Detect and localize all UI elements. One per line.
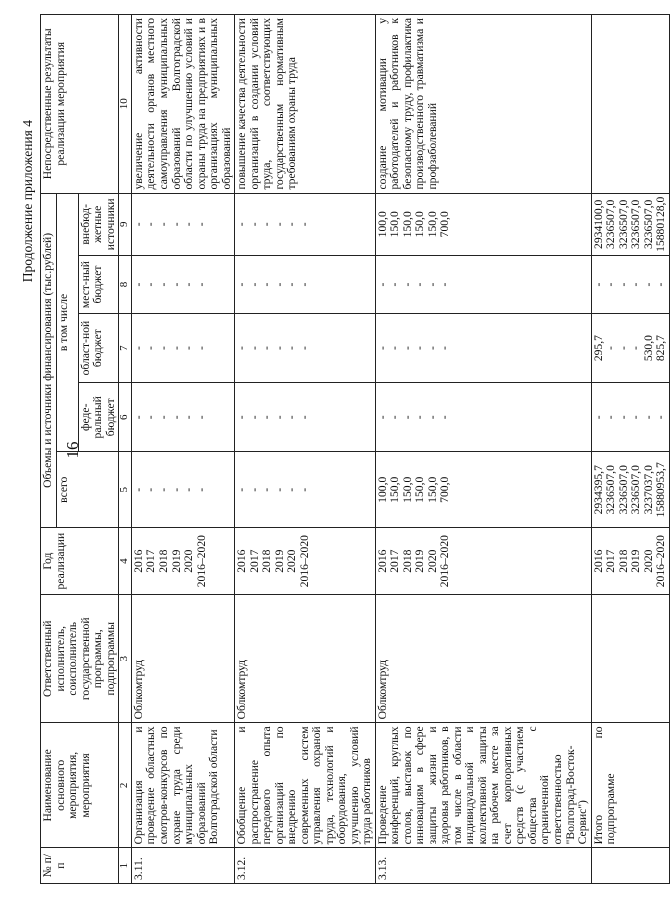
cell-local: - bbox=[425, 282, 439, 287]
cell-total: - bbox=[144, 487, 158, 492]
row-total bbox=[131, 452, 234, 528]
cell-extra: - bbox=[260, 222, 274, 227]
row-result bbox=[591, 15, 669, 194]
col-number: 5 bbox=[119, 452, 132, 528]
row-total bbox=[591, 452, 669, 528]
row-regional bbox=[131, 314, 234, 383]
cell-regional: - bbox=[388, 346, 402, 351]
cell-years: 2017 bbox=[604, 549, 618, 573]
cell-federal: - bbox=[297, 415, 311, 420]
cell-federal: - bbox=[438, 415, 452, 420]
row-extra bbox=[235, 193, 376, 255]
cell-years: 2018 bbox=[616, 549, 630, 573]
cell-local: - bbox=[247, 282, 261, 287]
cell-total: 150,0 bbox=[388, 476, 402, 503]
row-total bbox=[375, 452, 591, 528]
cell-years: 2019 bbox=[629, 549, 643, 573]
cell-years: 2017 bbox=[388, 549, 402, 573]
row-result: увеличение активности деятельности органов местного самоуправления муниципальных образований Волгоградской области по улучшению условий и охраны труда на предприятиях и в организациях муниципальных образований bbox=[131, 15, 234, 194]
cell-federal: - bbox=[400, 415, 414, 420]
cell-total: - bbox=[235, 487, 249, 492]
cell-extra: - bbox=[285, 222, 299, 227]
header-federal: феде-ральный бюджет bbox=[78, 383, 119, 452]
row-result: повышение качества деятельности организаций в создании условий труда, соответствующих государственным нормативным требованиям охраны труда bbox=[235, 15, 376, 194]
row-regional bbox=[235, 314, 376, 383]
cell-years: 2020 bbox=[182, 549, 196, 573]
row-federal bbox=[235, 383, 376, 452]
row-regional bbox=[591, 314, 669, 383]
row-name: Обобщение и распространение передового опыта организаций по внедрению современных систем управления охраной труда, технологий и оборудования, улучшению условий труда работников bbox=[235, 723, 376, 848]
cell-regional: - bbox=[131, 346, 145, 351]
cell-federal: - bbox=[260, 415, 274, 420]
cell-regional: - bbox=[235, 346, 249, 351]
cell-total: - bbox=[285, 487, 299, 492]
header-extra: внебюд-жетные источники bbox=[78, 193, 119, 255]
cell-local: - bbox=[297, 282, 311, 287]
row-number: 3.11. bbox=[131, 848, 234, 884]
cell-years: 2016 bbox=[131, 549, 145, 573]
page-number: 16 bbox=[63, 441, 82, 459]
header-total: всего bbox=[56, 452, 119, 528]
cell-total: 15880953,7 bbox=[654, 462, 668, 518]
cell-years: 2017 bbox=[247, 549, 261, 573]
cell-local: - bbox=[629, 282, 643, 287]
col-number: 8 bbox=[119, 256, 132, 314]
cell-total: - bbox=[194, 487, 208, 492]
cell-years: 2016–2020 bbox=[297, 535, 311, 588]
cell-local: - bbox=[169, 282, 183, 287]
table-row bbox=[235, 15, 376, 884]
row-local bbox=[375, 256, 591, 314]
cell-total: 100,0 bbox=[375, 476, 389, 503]
cell-federal: - bbox=[388, 415, 402, 420]
cell-total: 3236507,0 bbox=[616, 465, 630, 515]
col-number: 7 bbox=[119, 314, 132, 383]
cell-years: 2019 bbox=[272, 549, 286, 573]
cell-total: - bbox=[157, 487, 170, 492]
cell-federal: - bbox=[131, 415, 145, 420]
cell-local: - bbox=[604, 282, 618, 287]
cell-regional: - bbox=[400, 346, 414, 351]
cell-years: 2017 bbox=[144, 549, 158, 573]
cell-years: 2019 bbox=[169, 549, 183, 573]
header-funding: Объемы и источники финансирования (тыс.рублей) bbox=[41, 193, 57, 528]
row-extra bbox=[131, 193, 234, 255]
cell-extra: - bbox=[235, 222, 249, 227]
row-federal bbox=[131, 383, 234, 452]
cell-extra: 700,0 bbox=[438, 211, 452, 238]
cell-regional: - bbox=[272, 346, 286, 351]
cell-local: - bbox=[131, 282, 145, 287]
cell-federal: - bbox=[604, 415, 618, 420]
cell-regional: 295,7 bbox=[591, 335, 605, 362]
row-local bbox=[591, 256, 669, 314]
cell-regional: - bbox=[438, 346, 452, 351]
header-executor: Ответственный исполнитель, соисполнитель государственной программы, подпрограммы bbox=[41, 595, 119, 723]
cell-federal: - bbox=[654, 415, 668, 420]
row-total bbox=[235, 452, 376, 528]
row-local bbox=[235, 256, 376, 314]
cell-local: - bbox=[438, 282, 452, 287]
cell-local: - bbox=[616, 282, 630, 287]
cell-local: - bbox=[182, 282, 196, 287]
cell-regional: - bbox=[425, 346, 439, 351]
cell-total: - bbox=[182, 487, 196, 492]
row-executor: Облкомтруд bbox=[235, 595, 376, 723]
cell-federal: - bbox=[641, 415, 655, 420]
cell-regional: - bbox=[297, 346, 311, 351]
row-executor: Облкомтруд bbox=[375, 595, 591, 723]
cell-total: - bbox=[297, 487, 311, 492]
cell-extra: 3236507,0 bbox=[604, 199, 618, 249]
col-number: 4 bbox=[119, 528, 132, 595]
cell-total: 150,0 bbox=[400, 476, 414, 503]
cell-total: 3236507,0 bbox=[604, 465, 618, 515]
col-number: 9 bbox=[119, 193, 132, 255]
cell-years: 2016–2020 bbox=[194, 535, 208, 588]
cell-years: 2020 bbox=[641, 549, 655, 573]
cell-local: - bbox=[235, 282, 249, 287]
cell-extra: - bbox=[169, 222, 183, 227]
cell-local: - bbox=[285, 282, 299, 287]
cell-regional: - bbox=[144, 346, 158, 351]
cell-federal: - bbox=[169, 415, 183, 420]
cell-years: 2016 bbox=[375, 549, 389, 573]
cell-years: 2016–2020 bbox=[654, 535, 668, 588]
cell-local: - bbox=[375, 282, 389, 287]
row-local bbox=[131, 256, 234, 314]
header-regional: област-ной бюджет bbox=[78, 314, 119, 383]
cell-regional: - bbox=[604, 346, 618, 351]
cell-local: - bbox=[400, 282, 414, 287]
col-number: 2 bbox=[119, 723, 132, 848]
cell-total: - bbox=[247, 487, 261, 492]
table-row bbox=[375, 15, 591, 884]
table-row bbox=[591, 15, 669, 884]
cell-regional: - bbox=[616, 346, 630, 351]
cell-federal: - bbox=[194, 415, 208, 420]
cell-regional: - bbox=[375, 346, 389, 351]
row-name: Итого по подпрограмме bbox=[591, 723, 669, 848]
col-number: 10 bbox=[119, 15, 132, 194]
header-including: в том числе bbox=[56, 193, 78, 452]
header-result: Непосредственные результаты реализации мероприятия bbox=[41, 15, 119, 194]
cell-regional: - bbox=[260, 346, 274, 351]
cell-regional: 825,7 bbox=[654, 335, 668, 362]
cell-extra: 150,0 bbox=[413, 211, 427, 238]
cell-extra: - bbox=[247, 222, 261, 227]
cell-total: 2934395,7 bbox=[591, 465, 605, 515]
row-years bbox=[131, 528, 234, 595]
cell-years: 2020 bbox=[425, 549, 439, 573]
row-executor bbox=[591, 595, 669, 723]
cell-local: - bbox=[654, 282, 668, 287]
cell-extra: 150,0 bbox=[388, 211, 402, 238]
row-years bbox=[235, 528, 376, 595]
cell-extra: - bbox=[272, 222, 286, 227]
cell-local: - bbox=[144, 282, 158, 287]
cell-regional: - bbox=[169, 346, 183, 351]
cell-local: - bbox=[157, 282, 170, 287]
cell-years: 2019 bbox=[413, 549, 427, 573]
row-name: Организация и проведение областных смотров-конкурсов по охране труда среди муниципальных образований Волгоградской области bbox=[131, 723, 234, 848]
cell-years: 2020 bbox=[285, 549, 299, 573]
column-number-row bbox=[119, 15, 132, 884]
header-name: Наименование основного мероприятия, мероприятия bbox=[41, 723, 119, 848]
rotated-table-wrapper bbox=[40, 14, 668, 884]
cell-extra: - bbox=[194, 222, 208, 227]
row-number: 3.12. bbox=[235, 848, 376, 884]
row-extra bbox=[591, 193, 669, 255]
row-executor: Облкомтруд bbox=[131, 595, 234, 723]
row-years bbox=[591, 528, 669, 595]
cell-years: 2016 bbox=[591, 549, 605, 573]
cell-total: - bbox=[260, 487, 274, 492]
cell-extra: 3236507,0 bbox=[641, 199, 655, 249]
cell-years: 2018 bbox=[400, 549, 414, 573]
cell-regional: - bbox=[413, 346, 427, 351]
appendix-caption: Продолжение приложения 4 bbox=[20, 120, 35, 283]
cell-federal: - bbox=[425, 415, 439, 420]
funding-table bbox=[40, 14, 670, 884]
table-row bbox=[131, 15, 234, 884]
cell-total: 150,0 bbox=[413, 476, 427, 503]
cell-federal: - bbox=[182, 415, 196, 420]
row-number: 3.13. bbox=[375, 848, 591, 884]
cell-federal: - bbox=[144, 415, 158, 420]
cell-federal: - bbox=[235, 415, 249, 420]
row-extra bbox=[375, 193, 591, 255]
row-name: Проведение конференций, круглых столов, выставок по инновациям в сфере защиты жизни и здоровья работников, в том числе в области индивидуальной и коллективной защиты на рабочем месте за счет корпоративных средств (с участием общества с ограниченной ответственностью "Волгоград-Восток-Сервис") bbox=[375, 723, 591, 848]
row-number bbox=[591, 848, 669, 884]
cell-federal: - bbox=[157, 415, 170, 420]
col-number: 3 bbox=[119, 595, 132, 723]
cell-years: 2016 bbox=[235, 549, 249, 573]
cell-extra: 150,0 bbox=[400, 211, 414, 238]
cell-extra: 100,0 bbox=[375, 211, 389, 238]
col-number: 1 bbox=[119, 848, 132, 884]
cell-federal: - bbox=[413, 415, 427, 420]
cell-local: - bbox=[591, 282, 605, 287]
cell-total: - bbox=[169, 487, 183, 492]
cell-extra: - bbox=[157, 222, 170, 227]
cell-years: 2016–2020 bbox=[438, 535, 452, 588]
header-year: Год реализации bbox=[41, 528, 119, 595]
cell-extra: - bbox=[144, 222, 158, 227]
cell-federal: - bbox=[375, 415, 389, 420]
cell-regional: - bbox=[247, 346, 261, 351]
row-federal bbox=[375, 383, 591, 452]
cell-extra: - bbox=[131, 222, 145, 227]
cell-federal: - bbox=[247, 415, 261, 420]
row-years bbox=[375, 528, 591, 595]
header-num: № п/п bbox=[41, 848, 119, 884]
cell-extra: 15880128,0 bbox=[654, 196, 668, 252]
row-result: создание мотивации у работодателей и работников к безопасному труду, профилактика производственного травматизма и профзаболеваний bbox=[375, 15, 591, 194]
cell-extra: 3236507,0 bbox=[616, 199, 630, 249]
cell-total: - bbox=[131, 487, 145, 492]
cell-extra: - bbox=[182, 222, 196, 227]
cell-extra: 2934100,0 bbox=[591, 199, 605, 249]
cell-local: - bbox=[641, 282, 655, 287]
cell-federal: - bbox=[285, 415, 299, 420]
cell-extra: 150,0 bbox=[425, 211, 439, 238]
cell-regional: - bbox=[182, 346, 196, 351]
cell-regional: - bbox=[194, 346, 208, 351]
cell-regional: - bbox=[285, 346, 299, 351]
cell-total: 700,0 bbox=[438, 476, 452, 503]
row-federal bbox=[591, 383, 669, 452]
cell-total: 150,0 bbox=[425, 476, 439, 503]
cell-local: - bbox=[194, 282, 208, 287]
cell-local: - bbox=[413, 282, 427, 287]
cell-local: - bbox=[388, 282, 402, 287]
header-local: мест-ный бюджет bbox=[78, 256, 119, 314]
cell-years: 2018 bbox=[157, 549, 170, 573]
cell-federal: - bbox=[591, 415, 605, 420]
row-regional bbox=[375, 314, 591, 383]
cell-total: 3237037,0 bbox=[641, 465, 655, 515]
cell-regional: - bbox=[629, 346, 643, 351]
cell-extra: - bbox=[297, 222, 311, 227]
col-number: 6 bbox=[119, 383, 132, 452]
cell-federal: - bbox=[272, 415, 286, 420]
cell-regional: - bbox=[157, 346, 170, 351]
cell-regional: 530,0 bbox=[641, 335, 655, 362]
cell-extra: 3236507,0 bbox=[629, 199, 643, 249]
cell-local: - bbox=[272, 282, 286, 287]
cell-local: - bbox=[260, 282, 274, 287]
cell-total: 3236507,0 bbox=[629, 465, 643, 515]
cell-federal: - bbox=[629, 415, 643, 420]
cell-federal: - bbox=[616, 415, 630, 420]
cell-years: 2018 bbox=[260, 549, 274, 573]
cell-total: - bbox=[272, 487, 286, 492]
